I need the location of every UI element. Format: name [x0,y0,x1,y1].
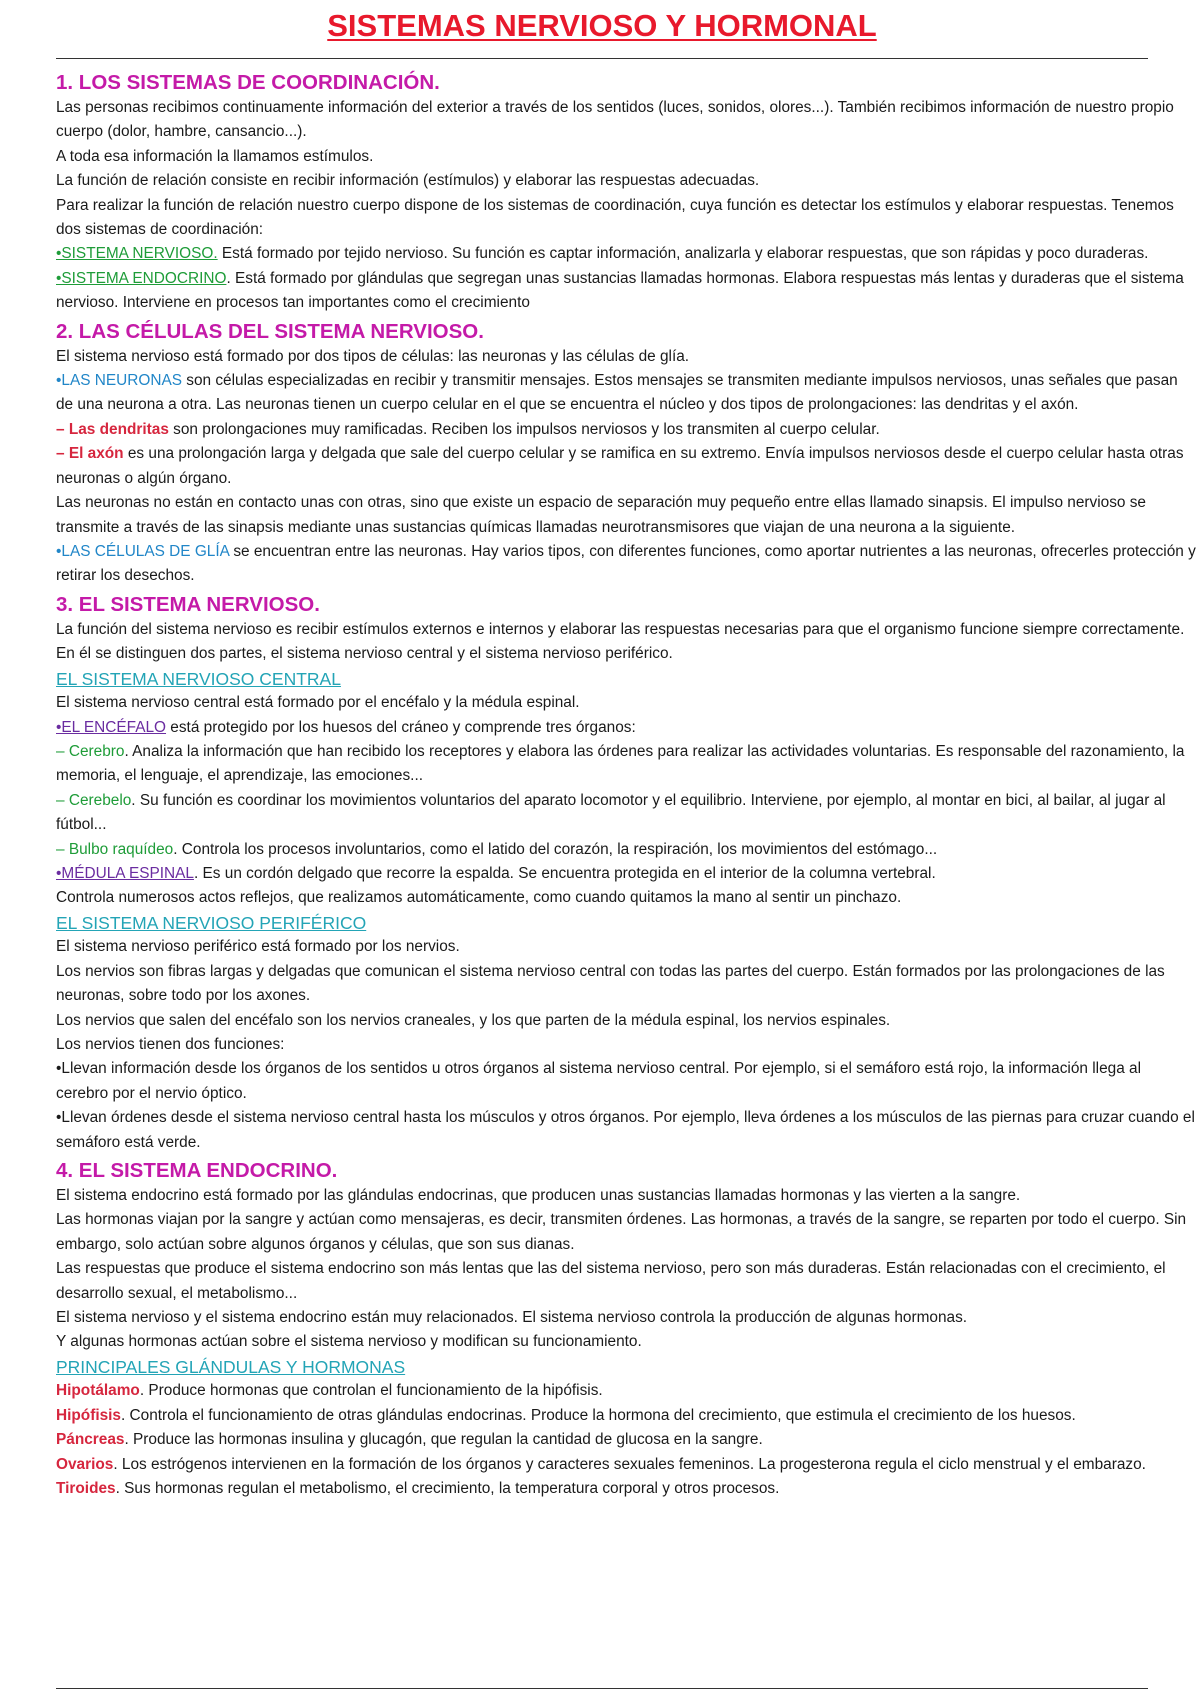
term-label: – El axón [56,445,124,463]
gland-pancreas [56,1428,1196,1452]
term-label: – Cerebelo [56,791,132,809]
subheading-peripheral: EL SISTEMA NERVIOSO PERIFÉRICO [56,912,367,933]
term-text: . Produce las hormonas insulina y glucagón, que regulan la cantidad de glucosa en la sangre. [124,1431,763,1449]
term-label: •LAS CÉLULAS DE GLÍA [56,542,230,560]
paragraph: Los nervios que salen del encéfalo son los nervios craneales, y los que parten de la médula espinal, los nervios espinales. [56,1011,891,1029]
term-label: •SISTEMA NERVIOSO. [56,245,218,263]
paragraph: Para realizar la función de relación nuestro cuerpo dispone de los sistemas de coordinación, cuya función es detectar los estímulos y elaborar respuestas. Tenemos dos sistemas de coordinación: [56,196,1174,239]
term-label: •MÉDULA ESPINAL [56,864,194,882]
item-dendrites [56,418,1196,442]
gland-ovaries [56,1453,1196,1477]
term-text: se encuentran entre las neuronas. Hay varios tipos, con diferentes funciones, como aportar nutrientes a las neuronas, ofrecerles protección y retirar los desechos. [56,542,1196,585]
subheading-central: EL SISTEMA NERVIOSO CENTRAL [56,668,341,689]
term-text: . Sus hormonas regulan el metabolismo, el crecimiento, la temperatura corporal y otros procesos. [115,1480,780,1498]
gland-hypothalamus [56,1379,1196,1403]
term-label: – Las dendritas [56,420,169,438]
paragraph: El sistema nervioso periférico está formado por los nervios. [56,938,460,956]
bullet-spinal-cord [56,862,1196,886]
paragraph: El sistema endocrino está formado por las glándulas endocrinas, que producen unas sustancias llamadas hormonas y las vierten a la sangre. [56,1187,1021,1205]
paragraph: Los nervios son fibras largas y delgadas que comunican el sistema nervioso central con todas las partes del cuerpo. Están formados por las prolongaciones de las neuronas, sobre todo por los axones. [56,962,1165,1005]
paragraph: Las neuronas no están en contacto unas con otras, sino que existe un espacio de separación muy pequeño entre ellas llamado sinapsis. El impulso nervioso se transmite a través de las sinapsis mediante unas sustancias químicas llamadas neurotransmisores que viajan de una neurona a la siguiente. [56,494,1146,536]
bullet-nervous-system [56,242,1196,266]
paragraph: Las personas recibimos continuamente información del exterior a través de los sentidos (luces, sonidos, olores...). También recibimos información de nuestro propio cuerpo (dolor, hambre, cansancio...). [56,99,1174,141]
paragraph: Las hormonas viajan por la sangre y actúan como mensajeras, es decir, transmiten órdenes. Las hormonas, a través de la sangre, se reparten por todo el cuerpo. Sin embargo, solo actúan sobre algunos órganos y células, que son sus dianas. [56,1211,1187,1253]
term-label: •SISTEMA ENDOCRINO [56,269,227,287]
term-text: . Los estrógenos intervienen en la formación de los órganos y caracteres sexuales femeninos. La progesterona regula el ciclo menstrual y el embarazo. [113,1455,1146,1473]
paragraph: Y algunas hormonas actúan sobre el sistema nervioso y modifican su funcionamiento. [56,1333,642,1351]
section-heading-nervous-system: 3. EL SISTEMA NERVIOSO. [56,592,320,616]
term-text: . Produce hormonas que controlan el funcionamiento de la hipófisis. [139,1382,603,1400]
bullet-function: •Llevan órdenes desde el sistema nervioso central hasta los músculos y otros órganos. Por ejemplo, lleva órdenes a los músculos de las piernas para cruzar cuando el semáforo está verde. [56,1109,1195,1151]
paragraph: El sistema nervioso está formado por dos tipos de células: las neuronas y las células de glía. [56,347,690,365]
bullet-function: •Llevan información desde los órganos de los sentidos u otros órganos al sistema nervioso central. Por ejemplo, si el semáforo está rojo, la información llega al cerebro por el nervio óptico. [56,1060,1142,1102]
term-text: . Controla el funcionamiento de otras glándulas endocrinas. Produce la hormona del crecimiento, que estimula el crecimiento de los huesos. [121,1406,1076,1424]
term-label: – Bulbo raquídeo [56,840,174,858]
gland-thyroid [56,1477,1196,1501]
term-text: . Está formado por glándulas que segregan unas sustancias llamadas hormonas. Elabora respuestas más lentas y duraderas que el sistema nervioso. Interviene en procesos tan importantes como el crecimiento [56,269,1184,312]
bullet-endocrine-system [56,267,1196,316]
term-label: •EL ENCÉFALO [56,718,167,736]
term-label: •LAS NEURONAS [56,372,182,390]
term-text: es una prolongación larga y delgada que sale del cuerpo celular y se ramifica en su extremo. Envía impulsos nerviosos desde el cuerpo celular hasta otras neuronas o algún órgano. [56,445,1184,487]
item-axon [56,442,1196,491]
bullet-neurons [56,369,1196,418]
paragraph: La función de relación consiste en recibir información (estímulos) y elaborar las respuestas adecuadas. [56,172,760,190]
term-label: – Cerebro [56,742,125,760]
term-text: Está formado por tejido nervioso. Su función es captar información, analizarla y elaborar respuestas, que son rápidas y poco duraderas. [217,245,1149,263]
term-text: . Controla los procesos involuntarios, como el latido del corazón, la respiración, los movimientos del estómago... [173,840,938,858]
paragraph: La función del sistema nervioso es recibir estímulos externos e internos y elaborar las respuestas necesarias para que el organismo funcione siempre correctamente. En él se distinguen dos partes, el sistema nervioso central y el sistema nervioso periférico. [56,620,1185,663]
term-label: Ovarios [56,1455,114,1473]
document-body [56,69,1196,1502]
gland-pituitary [56,1404,1196,1428]
term-text: . Su función es coordinar los movimientos voluntarios del aparato locomotor y el equilibrio. Interviene, por ejemplo, al montar en bici, al bailar, al jugar al fútbol... [56,791,1166,834]
paragraph: A toda esa información la llamamos estímulos. [56,147,374,165]
paragraph: El sistema nervioso y el sistema endocrino están muy relacionados. El sistema nervioso controla la producción de algunas hormonas. [56,1309,968,1327]
bullet-glia [56,540,1196,589]
item-cerebrum [56,740,1196,789]
term-text: son células especializadas en recibir y transmitir mensajes. Estos mensajes se transmiten mediante impulsos nerviosos, unas señales que pasan de una neurona a otra. Las neuronas tienen un cuerpo celular en el que se encuentra el núcleo y dos tipos de prolongaciones: las dendritas y el axón. [56,372,1178,414]
item-medulla-oblongata [56,838,1196,862]
section-heading-endocrine: 4. EL SISTEMA ENDOCRINO. [56,1159,338,1183]
term-text: . Es un cordón delgado que recorre la espalda. Se encuentra protegida en el interior de la columna vertebral. [193,864,936,882]
term-text: está protegido por los huesos del cráneo y comprende tres órganos: [166,718,636,736]
term-text: . Analiza la información que han recibido los receptores y elabora las órdenes para realizar las actividades voluntarias. Es responsable del razonamiento, la memoria, el lenguaje, el aprendizaje, las emociones... [56,742,1185,785]
section-heading-coordination: 1. LOS SISTEMAS DE COORDINACIÓN. [56,71,440,94]
term-label: Tiroides [56,1480,116,1498]
term-label: Páncreas [56,1431,125,1449]
section-heading-cells: 2. LAS CÉLULAS DEL SISTEMA NERVIOSO. [56,319,484,343]
item-cerebellum [56,789,1196,838]
bullet-encephalon [56,716,1196,740]
footer-divider [56,1688,1148,1689]
paragraph: Controla numerosos actos reflejos, que realizamos automáticamente, como cuando quitamos la mano al sentir un pinchazo. [56,889,902,907]
term-label: Hipófisis [56,1406,121,1424]
document-title: SISTEMAS NERVIOSO Y HORMONAL [327,8,877,43]
paragraph: Los nervios tienen dos funciones: [56,1036,285,1053]
title-divider [56,58,1148,59]
term-label: Hipotálamo [56,1382,140,1400]
term-text: son prolongaciones muy ramificadas. Reciben los impulsos nerviosos y los transmiten al cuerpo celular. [168,420,880,438]
paragraph: Las respuestas que produce el sistema endocrino son más lentas que las del sistema nervioso, pero son más duraderas. Están relacionadas con el crecimiento, el desarrollo sexual, el metabolismo... [56,1260,1166,1302]
paragraph: El sistema nervioso central está formado por el encéfalo y la médula espinal. [56,694,580,712]
subheading-glands: PRINCIPALES GLÁNDULAS Y HORMONAS [56,1356,406,1377]
